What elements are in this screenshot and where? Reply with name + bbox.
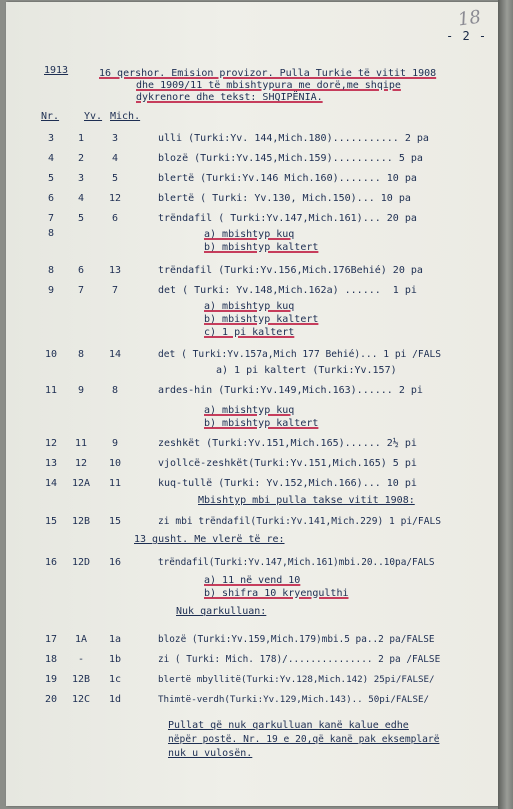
row-nr: 5	[47, 173, 55, 184]
row-mich: 1d	[108, 694, 122, 705]
row-mich: 7	[111, 285, 119, 296]
binding-edge	[498, 0, 513, 809]
row-nr: 19	[44, 674, 58, 685]
section-heading: Mbishtyp mbi pulla takse vitit 1908:	[198, 495, 415, 506]
row-yv: 11	[74, 438, 88, 449]
row-nr: 16	[44, 557, 58, 568]
row-desc: blozë (Turki:Yv.145,Mich.159).......... 5 pa	[158, 153, 423, 164]
row-mich: 11	[108, 478, 122, 489]
row-mich: 6	[111, 213, 119, 224]
row-variant: a) 11 në vend 10	[204, 575, 301, 586]
row-desc: zi ( Turki: Mich. 178)/............... 2 pa /FALSE	[158, 654, 441, 665]
row-yv: 12B	[71, 516, 91, 527]
row-desc: ulli (Turki:Yv. 144,Mich.180)........... 2 pa	[158, 133, 429, 144]
column-yv: Yv.	[84, 111, 103, 122]
footer-note-line-2: nëpër postë. Nr. 19 e 20,që kanë pak eksemplarë	[168, 734, 440, 745]
row-nr: 13	[44, 458, 58, 469]
row-mich: 14	[108, 349, 122, 360]
row-yv: -	[77, 654, 85, 665]
row-yv: 6	[77, 265, 85, 276]
row-yv: 12A	[71, 478, 91, 489]
row-yv: 8	[77, 349, 85, 360]
section-heading: 13 gusht. Me vlerë të re:	[134, 534, 285, 545]
row-yv: 1	[77, 133, 85, 144]
row-nr: 12	[44, 438, 58, 449]
header-line-3: dykrenore dhe tekst: SHQIPËNIA.	[136, 92, 323, 103]
row-nr: 4	[47, 153, 55, 164]
row-variant: a) mbishtyp kuq	[204, 301, 295, 312]
row-desc: blertë (Turki:Yv.146 Mich.160)....... 10 pa	[158, 173, 417, 184]
row-mich: 4	[111, 153, 119, 164]
row-yv: 12C	[71, 694, 91, 705]
row-variant: c) 1 pi kaltert	[204, 327, 295, 338]
row-desc: blertë mbyllitë(Turki:Yv.128,Mich.142) 25pi/FALSE/	[158, 674, 435, 685]
row-yv: 12D	[71, 557, 91, 568]
section-heading: Nuk qarkulluan:	[176, 606, 267, 617]
row-yv: 12B	[71, 674, 91, 685]
row-yv: 9	[77, 385, 85, 396]
row-mich: 3	[111, 133, 119, 144]
row-desc: trëndafil (Turki:Yv.156,Mich.176Behié) 20 pa	[158, 265, 423, 276]
row-desc: blozë (Turki:Yv.159,Mich.179)mbi.5 pa..2 pa/FALSE	[158, 634, 435, 645]
row-mich: 5	[111, 173, 119, 184]
row-yv: 3	[77, 173, 85, 184]
page-number: - 2 -	[446, 29, 488, 43]
document-page	[6, 2, 498, 806]
row-desc: kuq-tullë (Turki: Yv.152,Mich.166)... 10 pi	[158, 478, 417, 489]
row-desc: trëndafil ( Turki:Yv.147,Mich.161)... 20 pa	[158, 213, 417, 224]
row-desc: zeshkët (Turki:Yv.151,Mich.165)...... 2½ pi	[158, 438, 417, 449]
row-mich: 1b	[108, 654, 122, 665]
row-mich: 1c	[108, 674, 122, 685]
row-mich: 12	[108, 193, 122, 204]
footer-note-line-1: Pullat që nuk qarkulluan kanë kalue edhe	[168, 720, 409, 731]
row-mich: 16	[108, 557, 122, 568]
row-nr: 9	[47, 285, 55, 296]
column-nr: Nr.	[41, 111, 60, 122]
footer-note-line-3: nuk u vulosën.	[168, 748, 253, 759]
row-nr: 11	[44, 385, 58, 396]
row-variant: a) mbishtyp kuq	[204, 229, 295, 240]
row-nr: 3	[47, 133, 55, 144]
row-desc: det ( Turki:Yv.157a,Mich 177 Behié)... 1 pi /FALS	[158, 349, 442, 360]
row-mich: 10	[108, 458, 122, 469]
row-desc: zi mbi trëndafil(Turki:Yv.141,Mich.229) 1 pi/FALS	[158, 516, 442, 527]
row-variant: b) mbishtyp kaltert	[204, 418, 319, 429]
row-mich: 13	[108, 265, 122, 276]
row-mich: 9	[111, 438, 119, 449]
row-nr: 20	[44, 694, 58, 705]
row-desc: Thimtë-verdh(Turki:Yv.129,Mich.143).. 50pi/FALSE/	[158, 694, 430, 705]
row-nr: 6	[47, 193, 55, 204]
row-desc: blertë ( Turki: Yv.130, Mich.150)... 10 pa	[158, 193, 411, 204]
row-desc: trëndafil(Turki:Yv.147,Mich.161)mbi.20..10pa/FALS	[158, 557, 435, 568]
row-desc: ardes-hin (Turki:Yv.149,Mich.163)...... 2 pi	[158, 385, 423, 396]
year: 1913	[44, 65, 69, 76]
row-yv: 12	[74, 458, 88, 469]
row-yv: 2	[77, 153, 85, 164]
row-variant: b) mbishtyp kaltert	[204, 242, 319, 253]
row-nr: 10	[44, 349, 58, 360]
row-yv: 5	[77, 213, 85, 224]
row-nr: 17	[44, 634, 58, 645]
row-nr: 15	[44, 516, 58, 527]
row-variant: a) mbishtyp kuq	[204, 405, 295, 416]
row-variant: b) shifra 10 kryengulthi	[204, 588, 349, 599]
row-nr: 14	[44, 478, 58, 489]
row-variant: a) 1 pi kaltert (Turki:Yv.157)	[216, 365, 397, 376]
row-variant: b) mbishtyp kaltert	[204, 314, 319, 325]
column-mich: Mich.	[110, 111, 141, 122]
header-line-1: 16 qershor. Emision provizor. Pulla Turkie të vitit 1908	[99, 68, 437, 79]
row-nr: 18	[44, 654, 58, 665]
row-nr: 8	[47, 228, 55, 239]
row-mich: 15	[108, 516, 122, 527]
row-mich: 1a	[108, 634, 122, 645]
row-yv: 1A	[74, 634, 88, 645]
row-desc: vjollcë-zeshkët(Turki:Yv.151,Mich.165) 5 pi	[158, 458, 417, 469]
row-yv: 4	[77, 193, 85, 204]
row-desc: det ( Turki: Yv.148,Mich.162a) ...... 1 pi	[158, 285, 417, 296]
row-mich: 8	[111, 385, 119, 396]
pencil-page-number: 18	[456, 6, 483, 31]
header-line-2: dhe 1909/11 të mbishtypura me dorë,me shqipe	[136, 80, 401, 91]
row-nr: 8	[47, 265, 55, 276]
row-yv: 7	[77, 285, 85, 296]
row-nr: 7	[47, 213, 55, 224]
